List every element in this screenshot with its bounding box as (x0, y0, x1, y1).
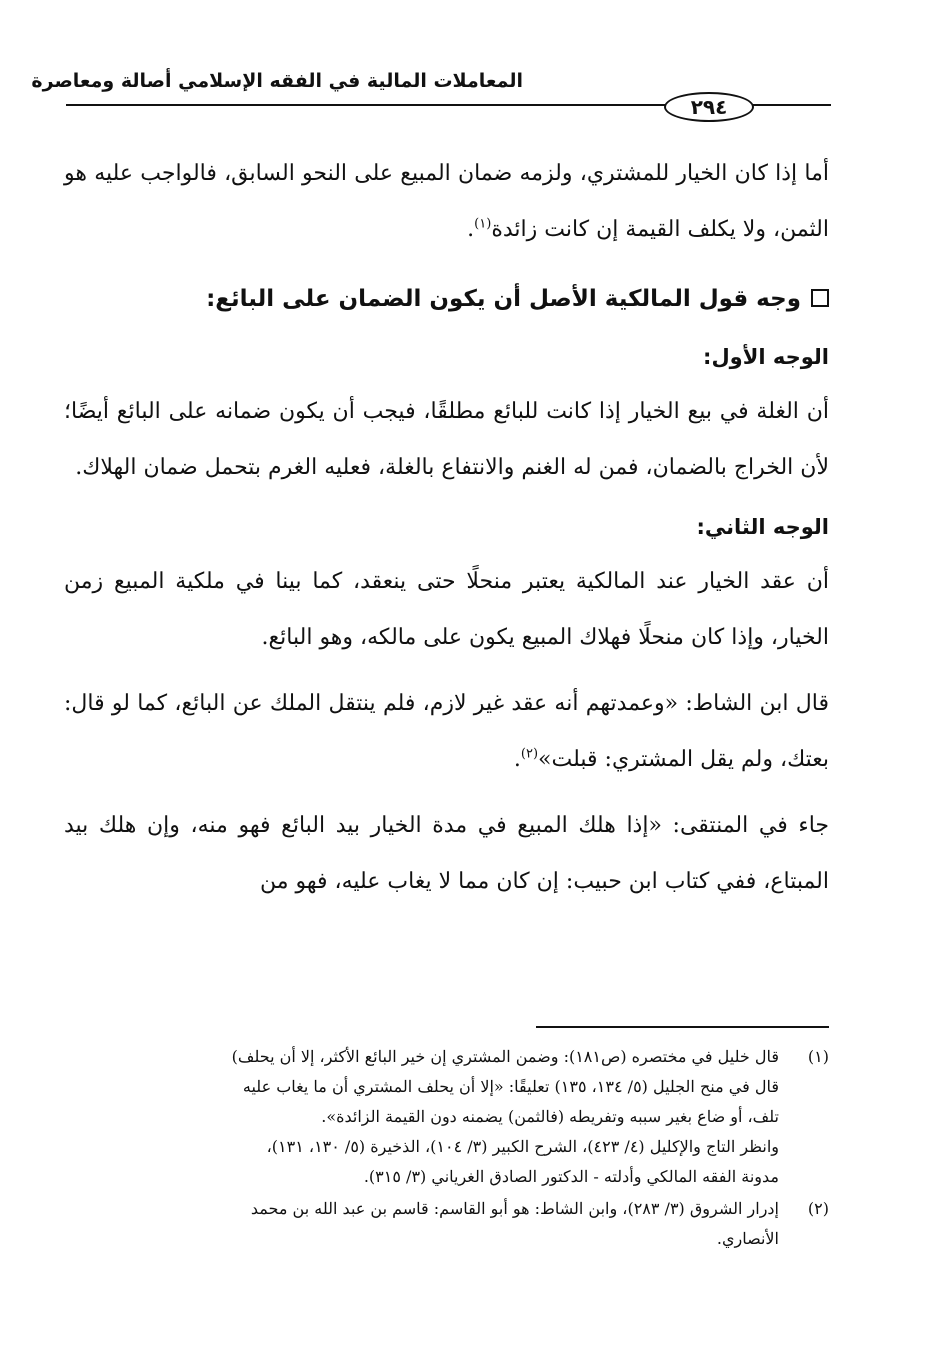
running-title: المعاملات المالية في الفقه الإسلامي أصالة ومعاصرة (31, 70, 523, 92)
paragraph-1-text: أما إذا كان الخيار للمشتري، ولزمه ضمان المبيع على النحو السابق، فالواجب عليه هو الثمن، ولا يكلف القيمة إن كانت زائدة (64, 161, 829, 242)
paragraph-4-end: . (513, 747, 521, 772)
footnote-2 (61, 1194, 829, 1254)
footnote-separator (536, 1026, 829, 1028)
footnote-ref-2: (٢) (520, 746, 539, 762)
footnote-line: قال في منح الجليل (٥/ ١٣٤، ١٣٥) تعليقًا: «إلا أن يحلف المشتري أن ما يغاب عليه (242, 1077, 779, 1096)
footnote-1 (61, 1042, 829, 1192)
footnote-number: (١) (807, 1047, 829, 1066)
footnotes (61, 1042, 829, 1256)
paragraph-4 (64, 676, 829, 788)
footnote-line: مدونة الفقه المالكي وأدلته - الدكتور الصادق الغرياني (٣/ ٣١٥). (363, 1167, 779, 1186)
paragraph-5: جاء في المنتقى: «إذا هلك المبيع في مدة الخيار بيد البائع فهو منه، وإن هلك بيد المبتاع، ففي كتاب ابن حبيب: إن كان مما لا يغاب عليه، فهو من (64, 813, 829, 894)
paragraph-2: أن الغلة في بيع الخيار إذا كانت للبائع مطلقًا، فيجب أن يكون ضمانه على البائع أيضًا؛ لأن الخراج بالضمان، فمن له الغنم والانتفاع بالغلة، فعليه الغرم بتحمل ضمان الهلاك. (64, 399, 829, 480)
subheading-first: الوجه الأول: (703, 345, 829, 369)
main-text (64, 146, 829, 910)
footnote-line: تلف، أو ضاع بغير سببه وتفريطه (فالثمن) يضمنه دون القيمة الزائدة». (321, 1107, 779, 1126)
footnote-line: الأنصاري. (716, 1229, 779, 1248)
paragraph-4-text: قال ابن الشاط: «وعمدتهم أنه عقد غير لازم، فلم ينتقل الملك عن البائع، كما لو قال: بعتك، ولم يقل المشتري: قبلت» (64, 691, 829, 772)
section-heading (64, 272, 829, 326)
subheading-second: الوجه الثاني: (696, 515, 829, 539)
paragraph-3: أن عقد الخيار عند المالكية يعتبر منحلًا حتى ينعقد، كما بينا في ملكية المبيع زمن الخيار، وإذا كان منحلًا فهلاك المبيع يكون على مالكه، وهو البائع. (64, 569, 829, 650)
section-heading-text: وجه قول المالكية الأصل أن يكون الضمان على البائع: (206, 286, 801, 312)
page-number: ٢٩٤ (664, 92, 754, 122)
paragraph-1-end: . (467, 217, 475, 242)
footnote-body (61, 1194, 779, 1254)
footnote-number: (٢) (807, 1199, 829, 1218)
checkbox-icon (811, 289, 829, 307)
footnote-line: إدرار الشروق (٣/ ٢٨٣)، وابن الشاط: هو أبو القاسم: قاسم بن عبد الله بن محمد (250, 1199, 779, 1218)
footnote-line: وانظر التاج والإكليل (٤/ ٤٢٣)، الشرح الكبير (٣/ ١٠٤)، الذخيرة (٥/ ١٣٠، ١٣١)، (266, 1137, 779, 1156)
paragraph-1 (64, 146, 829, 258)
footnote-ref-1: (١) (474, 216, 492, 232)
footnote-body (61, 1042, 779, 1192)
footnote-line: قال خليل في مختصره (ص١٨١): وضمن المشتري إن خير البائع الأكثر، إلا أن يحلف) (231, 1047, 779, 1066)
